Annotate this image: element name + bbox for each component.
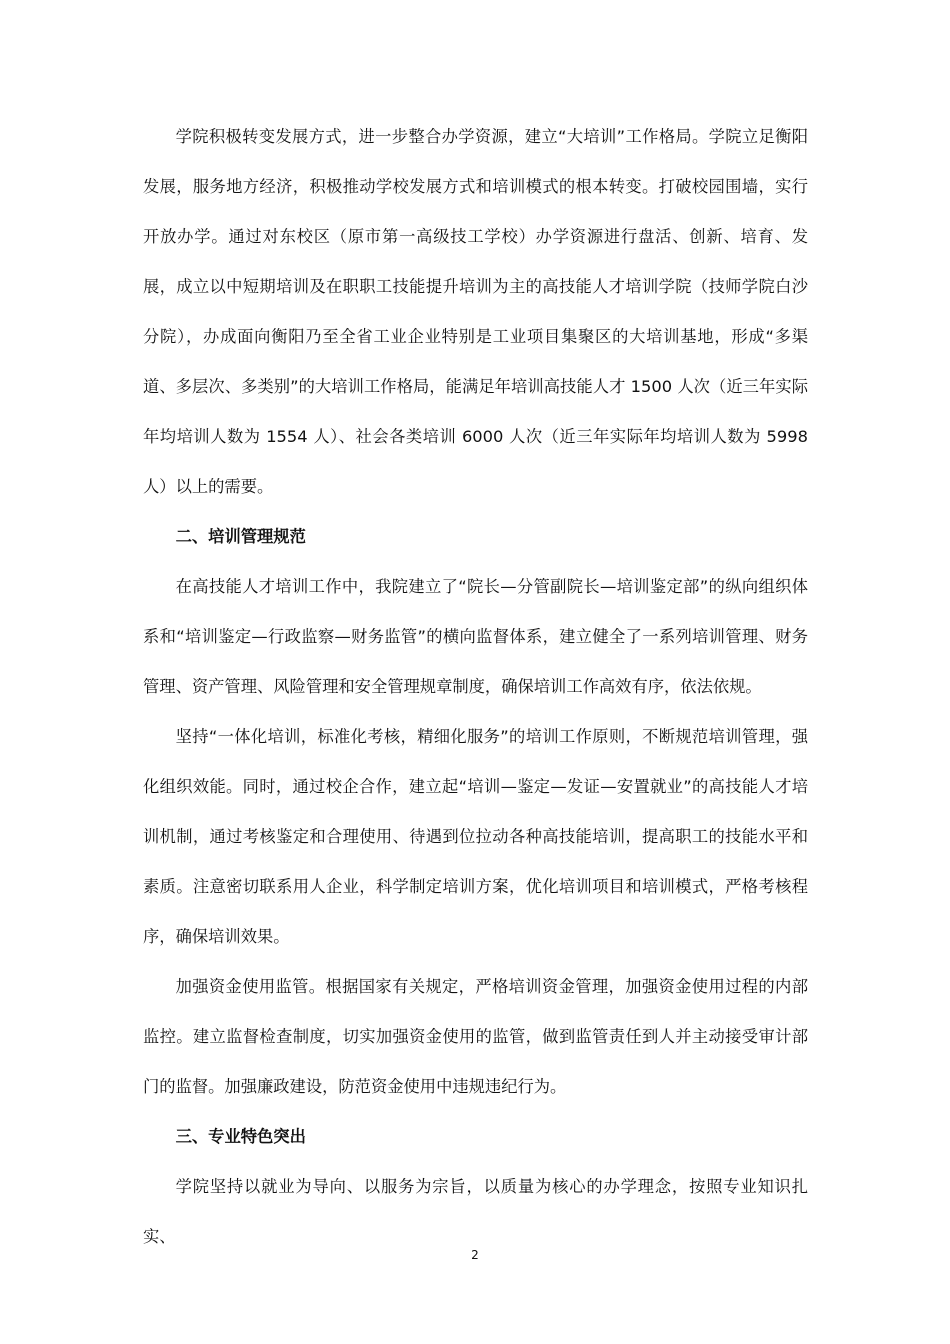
paragraph-training-principles: 坚持“一体化培训，标准化考核，精细化服务”的培训工作原则，不断规范培训管理，强化组织效能。同时，通过校企合作，建立起“培训—鉴定—发证—安置就业”的高技能人才培训机制，通过考核鉴定和合理使用、待遇到位拉动各种高技能培训，提高职工的技能水平和素质。注意密切联系用人企业，科学制定培训方案，优化培训项目和培训模式，严格考核程序，确保培训效果。 <box>143 727 808 946</box>
document-body <box>143 112 808 1262</box>
paragraph-management-system: 在高技能人才培训工作中，我院建立了“院长—分管副院长—培训鉴定部”的纵向组织体系和“培训鉴定—行政监察—财务监管”的横向监督体系，建立健全了一系列培训管理、财务管理、资产管理、风险管理和安全管理规章制度，确保培训工作高效有序，依法依规。 <box>143 577 808 696</box>
section-heading-training-management: 二、培训管理规范 <box>175 527 306 546</box>
section-heading-specialty-features: 三、专业特色突出 <box>175 1127 306 1146</box>
page-number: 2 <box>471 1248 479 1262</box>
paragraph-fund-supervision: 加强资金使用监管。根据国家有关规定，严格培训资金管理，加强资金使用过程的内部监控。建立监督检查制度，切实加强资金使用的监管，做到监管责任到人并主动接受审计部门的监督。加强廉政建设，防范资金使用中违规违纪行为。 <box>143 977 808 1096</box>
paragraph-training-pattern: 学院积极转变发展方式，进一步整合办学资源，建立“大培训”工作格局。学院立足衡阳发展，服务地方经济，积极推动学校发展方式和培训模式的根本转变。打破校园围墙，实行开放办学。通过对东校区（原市第一高级技工学校）办学资源进行盘活、创新、培育、发展，成立以中短期培训及在职职工技能提升培训为主的高技能人才培训学院（技师学院白沙分院），办成面向衡阳乃至全省工业企业特别是工业项目集聚区的大培训基地，形成“多渠道、多层次、多类别”的大培训工作格局，能满足年培训高技能人才 1500 人次（近三年实际年均培训人数为 1554 人）、社会各类培训 6000 人次（近三年实际年均培训人数为 5998 人）以上的需要。 <box>143 127 808 496</box>
paragraph-school-philosophy: 学院坚持以就业为导向、以服务为宗旨，以质量为核心的办学理念，按照专业知识扎实、 <box>143 1177 808 1246</box>
